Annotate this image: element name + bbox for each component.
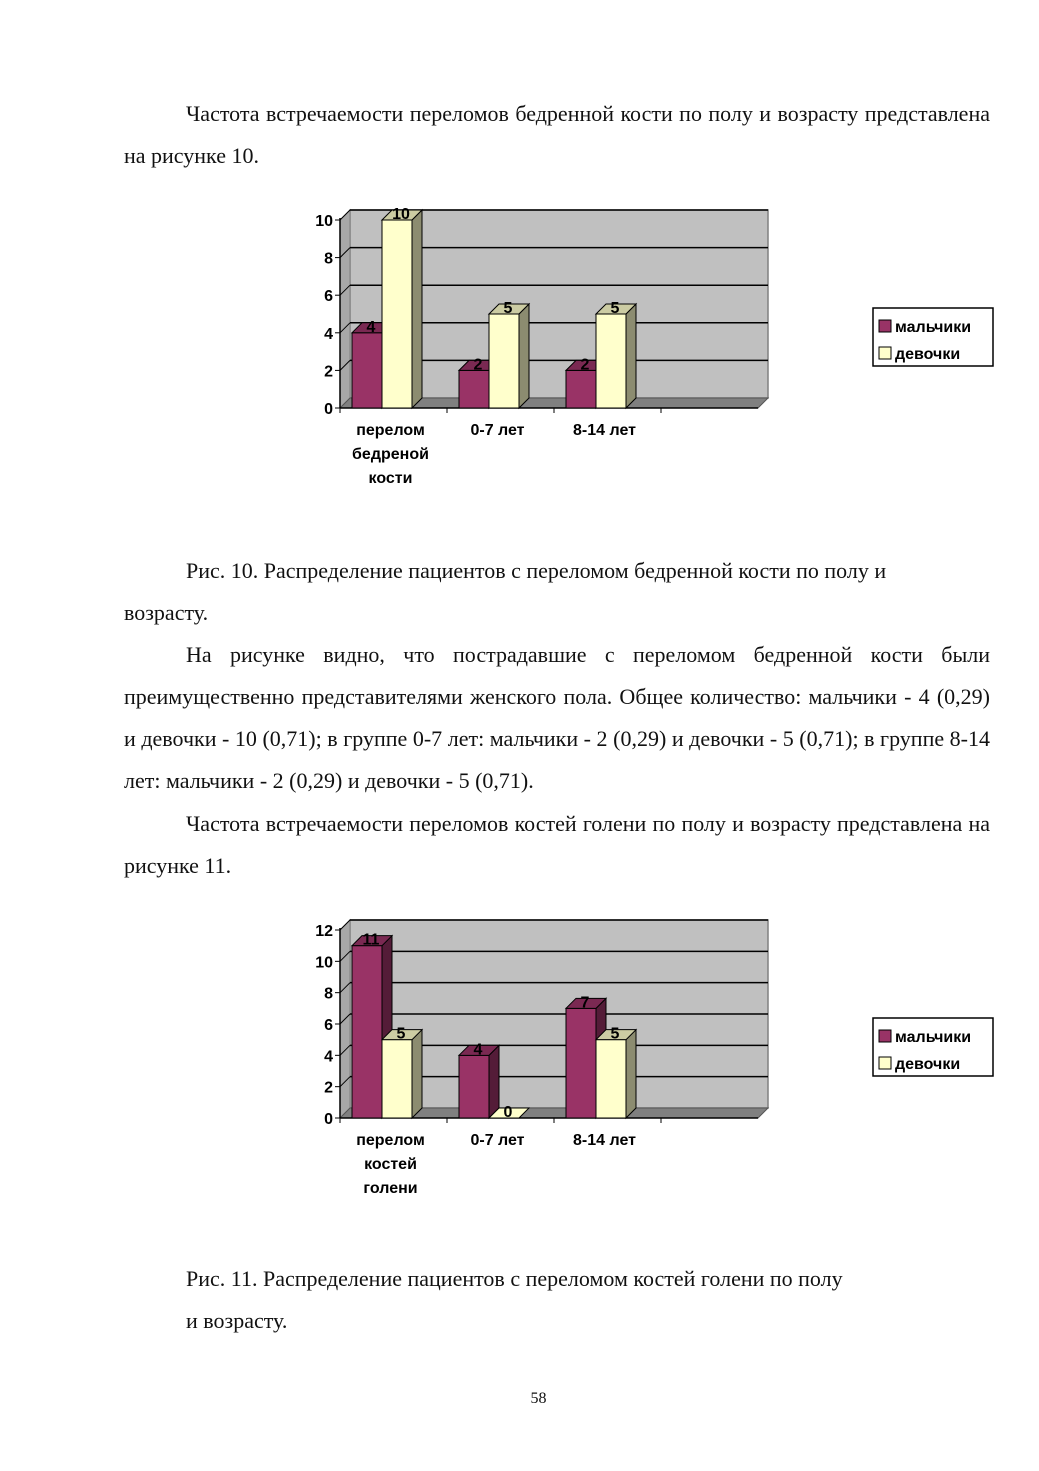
x-category-label: 8-14 лет — [573, 1132, 636, 1149]
data-label: 4 — [366, 318, 376, 336]
y-tick-label: 12 — [315, 923, 333, 940]
bar-boys — [566, 370, 596, 408]
x-category-label: перелом — [356, 1132, 425, 1149]
caption-fig10 — [124, 550, 990, 634]
data-label: 5 — [503, 300, 513, 317]
caption-fig11-line2: и возрасту. — [186, 1308, 288, 1333]
bar-boys — [459, 370, 489, 408]
paragraph-intro-fig11: Частота встречаемости переломов костей голени по полу и возрасту представлена на рисунке 11. — [124, 811, 990, 878]
bar-girls-side — [412, 1030, 422, 1118]
legend-swatch-boys — [879, 320, 891, 332]
y-tick-label: 0 — [324, 401, 333, 418]
y-tick-label: 2 — [324, 1079, 333, 1097]
x-category-label: 8-14 лет — [573, 422, 636, 439]
data-label: 5 — [610, 1025, 620, 1043]
x-category-label: 0-7 лет — [470, 422, 525, 439]
legend-label: мальчики — [895, 319, 972, 336]
bar-girls — [382, 1040, 412, 1118]
bar-girls — [596, 1040, 626, 1118]
y-tick-label: 10 — [315, 213, 333, 230]
bar-girls-side — [626, 1030, 636, 1118]
chart-fig11 — [290, 910, 1010, 1210]
data-label: 2 — [473, 356, 483, 374]
page-number: 58 — [530, 1390, 547, 1407]
bar-boys — [459, 1055, 489, 1118]
bar-boys — [566, 1008, 596, 1118]
y-tick-label: 6 — [324, 1017, 333, 1034]
y-tick-label: 10 — [315, 954, 333, 972]
x-category-label: голени — [363, 1180, 418, 1197]
paragraph-femur-analysis: На рисунке видно, что пострадавшие с переломом бедренной кости были преимущественно представителями женского пола. Общее количество: мальчики - 4 (0,29) и девочки - 10 (0,71); в группе 0-7 лет: мальчики - 2 (0,29) и девочки - 5 (0,71); в группе 8-14 лет: мальчики - 2 (0,29) и девочки - 5 (0,71). — [124, 642, 990, 793]
legend-swatch-girls — [879, 347, 891, 359]
data-label: 0 — [503, 1104, 513, 1121]
caption-fig11 — [124, 1258, 990, 1342]
bar-girls-side — [626, 304, 636, 408]
legend-label: девочки — [895, 346, 961, 363]
bar-chart-femur — [290, 200, 1010, 500]
bar-girls — [489, 314, 519, 408]
bar-boys-side — [489, 1045, 499, 1118]
caption-fig10-line2: возрасту. — [124, 600, 209, 625]
y-tick-label: 8 — [324, 250, 333, 268]
y-tick-label: 8 — [324, 985, 333, 1003]
data-label: 4 — [473, 1041, 483, 1059]
x-category-label: кости — [368, 470, 413, 487]
x-category-label: 0-7 лет — [470, 1132, 525, 1149]
legend-label: девочки — [895, 1056, 961, 1073]
chart-fig10 — [290, 200, 1010, 500]
bar-boys — [352, 333, 382, 408]
bar-girls-side — [519, 304, 529, 408]
legend-swatch-girls — [879, 1057, 891, 1069]
caption-fig10-line1: Рис. 10. Распределение пациентов с переломом бедренной кости по полу и — [186, 558, 887, 583]
bar-girls — [382, 220, 412, 408]
y-tick-label: 4 — [324, 325, 333, 343]
y-tick-label: 2 — [324, 363, 333, 381]
x-category-label: костей — [364, 1156, 417, 1173]
bar-girls-side — [412, 210, 422, 408]
legend-swatch-boys — [879, 1030, 891, 1042]
data-label: 10 — [392, 206, 410, 223]
x-category-label: бедреной — [352, 446, 429, 463]
data-label: 11 — [362, 931, 380, 949]
y-tick-label: 4 — [324, 1048, 333, 1066]
data-label: 5 — [396, 1025, 406, 1043]
bar-chart-shin — [290, 910, 1010, 1210]
caption-fig11-line1: Рис. 11. Распределение пациентов с переломом костей голени по полу — [186, 1266, 843, 1291]
bar-girls — [596, 314, 626, 408]
plot-side-wall — [340, 210, 350, 408]
data-label: 7 — [580, 994, 590, 1012]
y-tick-label: 6 — [324, 288, 333, 306]
x-category-label: перелом — [356, 422, 425, 439]
data-label: 5 — [610, 300, 620, 317]
y-tick-label: 0 — [324, 1111, 333, 1128]
bar-boys — [352, 946, 382, 1118]
legend-label: мальчики — [895, 1029, 972, 1046]
paragraph-intro-fig10: Частота встречаемости переломов бедренной кости по полу и возрасту представлена на рисунке 10. — [124, 101, 990, 168]
data-label: 2 — [580, 356, 590, 374]
